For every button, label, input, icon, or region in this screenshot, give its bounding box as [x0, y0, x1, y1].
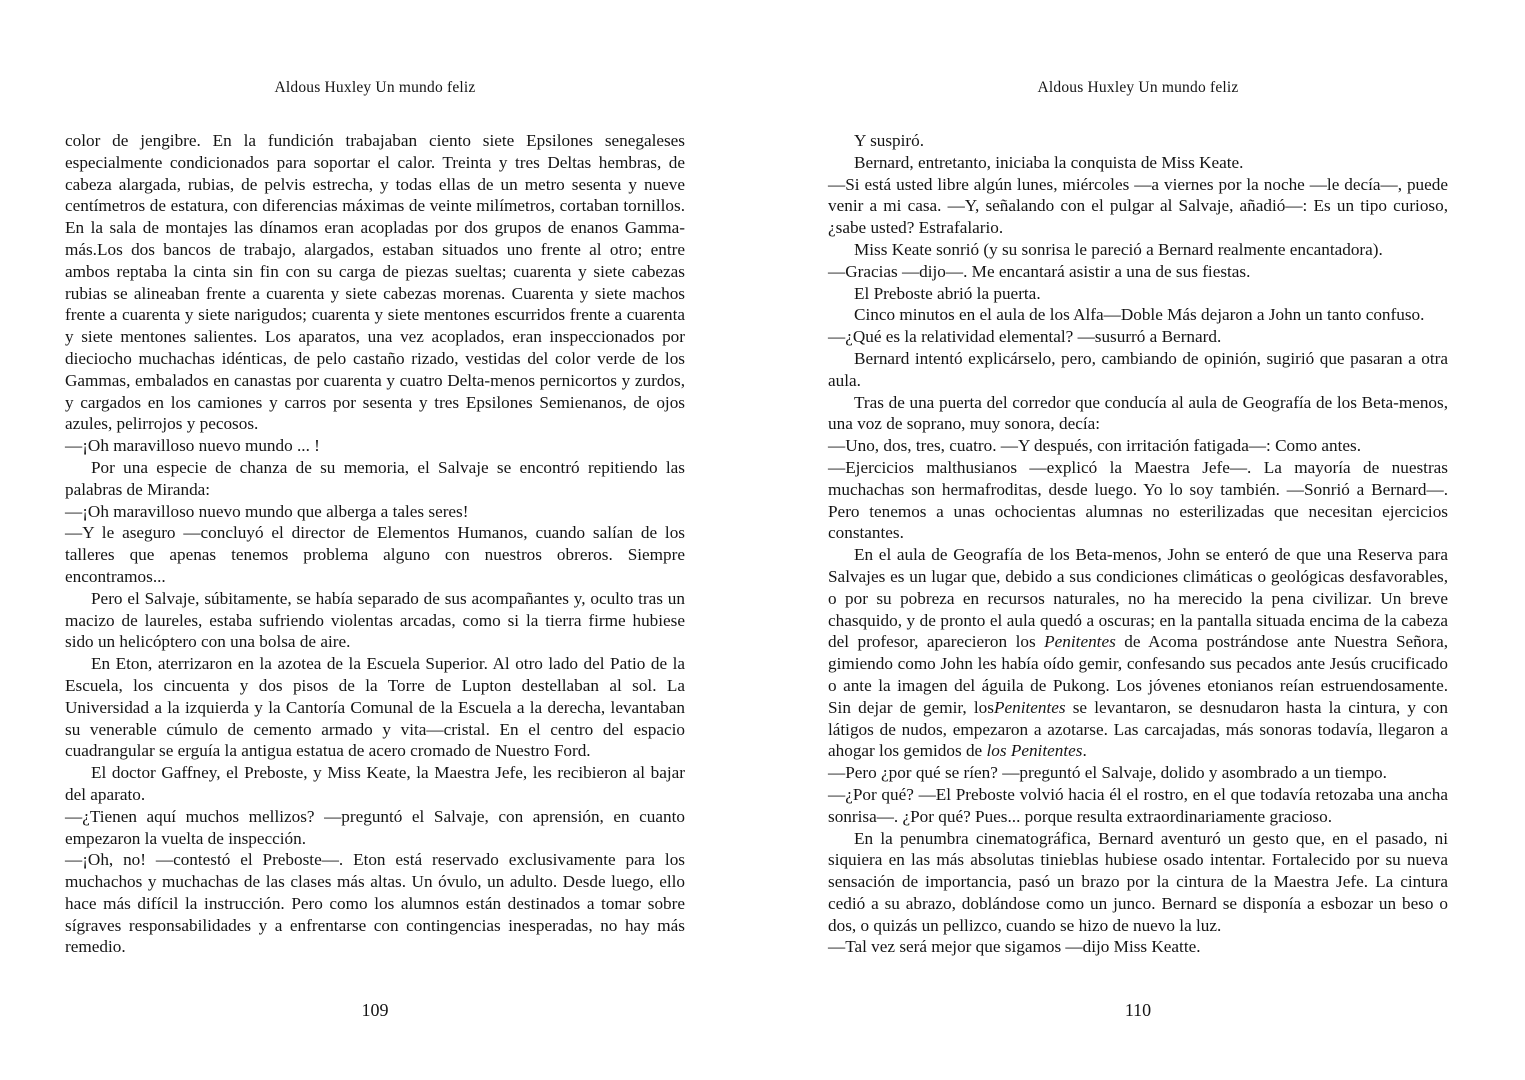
text-segment: —Ejercicios malthusianos —explicó la Maestra Jefe—. La mayoría de nuestras muchachas son hermafroditas, desde luego. Yo lo soy también. —Sonrió a Bernard—. Pero tenemos a unas ochocientas alumnas no esterilizadas que necesitan ejercicios constantes.	[828, 457, 1448, 543]
text-segment: Miss Keate sonrió (y su sonrisa le pareció a Bernard realmente encantadora).	[854, 239, 1383, 259]
paragraph	[65, 806, 685, 850]
text-segment: —Si está usted libre algún lunes, miércoles —a viernes por la noche —le decía—, puede venir a mi casa. —Y, señalando con el pulgar al Salvaje, añadió—: Es un tipo curioso, ¿sabe usted? Estrafalario.	[828, 174, 1448, 238]
paragraph	[828, 936, 1448, 958]
page-left-body	[65, 130, 685, 958]
text-segment: —Uno, dos, tres, cuatro. —Y después, con irritación fatigada—: Como antes.	[828, 436, 1362, 456]
paragraph	[65, 653, 685, 762]
text-segment: Cinco minutos en el aula de los Alfa—Doble Más dejaron a John un tanto confuso.	[854, 305, 1425, 325]
paragraph	[828, 762, 1448, 784]
text-segment: —Y le aseguro —concluyó el director de Elementos Humanos, cuando salían de los talleres que apenas tenemos problema alguno con nuestros obreros. Siempre encontramos...	[65, 523, 685, 586]
paragraph	[828, 348, 1448, 392]
paragraph	[828, 326, 1448, 348]
text-segment: —¡Oh, no! —contestó el Preboste—. Eton está reservado exclusivamente para los muchachos y muchachas de las clases más altas. Un óvulo, un adulto. Desde luego, ello hace más difícil la instrucción. Pero como los alumnos están destinados a tomar sobre sígraves responsabilidades y a enfrentarse con contingencias inesperadas, no hay más remedio.	[65, 850, 685, 957]
text-segment: En la penumbra cinematográfica, Bernard aventuró un gesto que, en el pasado, ni siquiera en las más absolutas tinieblas hubiese osado intentar. Fortalecido por su nueva sensación de importancia, pasó un brazo por la cintura de la Maestra Jefe. La cintura cedió a su abrazo, doblándose como un junco. Bernard se disponía a esbozar un beso o dos, o quizás un pellizco, cuando se hizo de nuevo la luz.	[828, 828, 1448, 935]
paragraph	[828, 239, 1448, 261]
paragraph	[828, 435, 1448, 457]
text-segment: —¿Tienen aquí muchos mellizos? —preguntó el Salvaje, con aprensión, en cuanto empezaron la vuelta de inspección.	[65, 806, 685, 848]
text-segment: Pero el Salvaje, súbitamente, se había separado de sus acompañantes y, oculto tras un macizo de laureles, estaba sufriendo violentas arcadas, como si la tierra firme hubiese sido un helicóptero con una bolsa de aire.	[65, 588, 685, 652]
paragraph	[65, 522, 685, 587]
paragraph	[828, 283, 1448, 305]
text-segment: de Acoma postrándose ante Nuestra Señora, gimiendo como John les había oído gemir, confesando sus pecados ante Jesús crucificado o ante la imagen del águila de Pukong. Los jóvenes etonianos reían estruendosamente. Sin dejar de gemir, los	[828, 632, 1448, 717]
page-left	[65, 0, 685, 1080]
italic-text-segment: los Penitentes	[986, 741, 1083, 761]
text-segment: —Gracias —dijo—. Me encantará asistir a una de sus fiestas.	[828, 261, 1251, 281]
paragraph	[828, 784, 1448, 828]
text-segment: —Tal vez será mejor que sigamos —dijo Miss Keatte.	[828, 937, 1201, 957]
running-header-left: Aldous Huxley Un mundo feliz	[274, 79, 476, 96]
italic-text-segment: Penitentes	[1044, 632, 1116, 652]
text-segment: Tras de una puerta del corredor que conducía al aula de Geografía de los Beta-menos, una voz de soprano, muy sonora, decía:	[828, 392, 1448, 434]
text-segment: color de jengibre. En la fundición trabajaban ciento siete Epsilones senegaleses especialmente condicionados para soportar el calor. Treinta y tres Deltas hembras, de cabeza alargada, rubias, de pelvis estrecha, y todas ellas de un metro sesenta y nueve centímetros de estatura, con diferencias máximas de veinte milímetros, cortaban tornillos. En la sala de montajes las dínamos eran acopladas por dos grupos de enanos Gamma-más.Los dos bancos de trabajo, alargados, estaban situados uno frente al otro; entre ambos reptaba la cinta sin fin con su carga de piezas sueltas; cuarenta y siete cabezas rubias se alineaban frente a cuarenta y siete cabezas morenas. Cuarenta y siete machos frente a cuarenta y siete narigudos; cuarenta y siete mentones escurridos frente a cuarenta y siete mentones salientes. Los aparatos, una vez acoplados, eran inspeccionados por dieciocho muchachas idénticas, de pelo castaño rizado, vestidas del color verde de los Gammas, embalados en canastas por cuarenta y cuatro Delta-menos pernicortos y zurdos, y cargados en los camiones y carros por sesenta y tres Epsilones Semienanos, de ojos azules, pelirrojos y pecosos.	[65, 131, 685, 434]
text-segment: —Pero ¿por qué se ríen? —preguntó el Salvaje, dolido y asombrado a un tiempo.	[828, 763, 1387, 783]
paragraph	[828, 828, 1448, 937]
paragraph	[828, 544, 1448, 762]
paragraph	[65, 588, 685, 653]
text-segment: El doctor Gaffney, el Preboste, y Miss Keate, la Maestra Jefe, les recibieron al bajar del aparato.	[65, 763, 685, 804]
paragraph	[828, 261, 1448, 283]
paragraph	[828, 392, 1448, 436]
paragraph	[828, 457, 1448, 544]
page-number-right: 110	[1124, 1000, 1152, 1020]
text-segment: —¿Qué es la relatividad elemental? —susurró a Bernard.	[828, 327, 1222, 347]
paragraph	[65, 457, 685, 501]
paragraph	[828, 130, 1448, 152]
text-segment: El Preboste abrió la puerta.	[854, 283, 1041, 303]
paragraph	[65, 849, 685, 958]
italic-text-segment: Penitentes	[993, 697, 1066, 717]
text-segment: —¡Oh maravilloso nuevo mundo que alberga a tales seres!	[65, 501, 469, 521]
paragraph	[828, 304, 1448, 326]
page-number-left: 109	[361, 1000, 389, 1020]
text-segment: Bernard, entretanto, iniciaba la conquista de Miss Keate.	[854, 152, 1244, 172]
paragraph	[65, 130, 685, 435]
text-segment: —¡Oh maravilloso nuevo mundo ... !	[65, 436, 320, 456]
paragraph	[65, 762, 685, 806]
text-segment: Y suspiró.	[854, 131, 925, 150]
paragraph	[828, 152, 1448, 174]
text-segment: En Eton, aterrizaron en la azotea de la Escuela Superior. Al otro lado del Patio de la Escuela, los cincuenta y dos pisos de la Torre de Lupton destellaban al sol. La Universidad a la izquierda y la Cantoría Comunal de la Escuela a la derecha, levantaban su venerable cúmulo de cemento armado y vita—cristal. En el centro del espacio cuadrangular se erguía la antigua estatua de acero cromado de Nuestro Ford.	[65, 654, 685, 761]
page-right	[828, 0, 1448, 1080]
paragraph	[65, 435, 685, 457]
paragraph	[65, 501, 685, 523]
text-segment: —¿Por qué? —El Preboste volvió hacia él el rostro, en el que todavía retozaba una ancha sonrisa—. ¿Por qué? Pues... porque resulta extraordinariamente gracioso.	[828, 784, 1448, 826]
running-header-right: Aldous Huxley Un mundo feliz	[1037, 79, 1239, 96]
text-segment: Bernard intentó explicárselo, pero, cambiando de opinión, sugirió que pasaran a otra aula.	[828, 348, 1448, 390]
text-segment: se levantaron, se desnudaron hasta la cintura, y con látigos de nudos, empezaron a azotarse. Las carcajadas, más sonoras todavía, llegaron a ahogar los gemidos de	[828, 697, 1448, 761]
text-segment: .	[1082, 741, 1087, 761]
paragraph	[828, 174, 1448, 239]
text-segment: Por una especie de chanza de su memoria, el Salvaje se encontró repitiendo las palabras de Miranda:	[65, 457, 685, 499]
page-right-body	[828, 130, 1448, 958]
text-segment: En el aula de Geografía de los Beta-menos, John se enteró de que una Reserva para Salvajes es un lugar que, debido a sus condiciones climáticas o geológicas desfavorables, o por su pobreza en recursos naturales, no ha merecido la pena civilizar. Un breve chasquido, y de pronto el aula quedó a oscuras; en la pantalla situada encima de la cabeza del profesor, aparecieron los	[828, 545, 1448, 652]
